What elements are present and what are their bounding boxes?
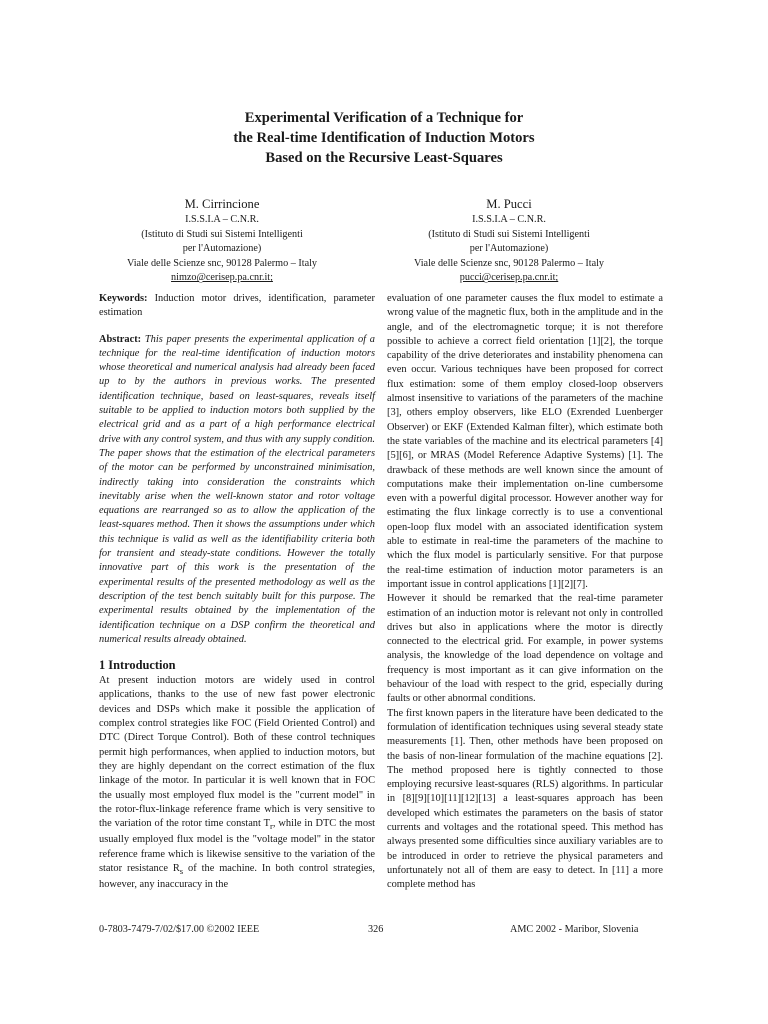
title-line-2: the Real-time Identification of Induction Motors xyxy=(233,130,535,146)
author-block-right xyxy=(344,196,674,286)
intro-text-part3: of the machine. In both control strategies, however, any inaccuracy in the xyxy=(99,863,375,891)
subscript-s: s xyxy=(179,866,184,877)
body-paragraph: evaluation of one parameter causes the flux model to estimate a wrong value of the magnetic flux, both in the amplitude and in the angle, and of the electromagnetic torque; it is not therefore possible to achieve a correct field orientation [1][2], the torque capability of the drive deteriorates and instability phenomena can even occur. Various techniques have been proposed for correct flux estimation: some of them employ closed-loop observers almost insensitive to variations of the parameters of the machine [3], others employ observers, like ELO (Exrended Luenberger Observer) or EKF (Extended Kalman filter), which estimate both the state variables of the machine and its electrical parameters [4][5][6], or MRAS (Model Reference Adaptive Systems) [1]. The drawback of these methods are well known since the amount of computations make their implementation on-line cumbersome even with a powerful digital processor. However another way for estimating the flux linkage correctly is to use a conventional open-loop flux model with an associated identification system able to estimate in real-time the parameters of the machine to which the flux model is particularly sensitive. For that purpose the real-time estimation of induction motor parameters is an important issue in control applications [1][2][7]. xyxy=(387,293,663,590)
author-block-left xyxy=(57,196,387,286)
section-heading-introduction: 1 Introduction xyxy=(99,658,176,673)
body-paragraph: However it should be remarked that the real-time parameter estimation of an induction motor is relevant not only in controlled drives but also in applications where the motor is directly connected to the electrical grid. For example, in power systems analysis, the knowledge of the load dependence on voltage and frequency is most important as it can give information on the behaviour of the load with respect to the grid, especially during faults or other abnormal conditions. xyxy=(387,593,663,705)
author-name: M. Cirrincione xyxy=(184,197,260,211)
left-column xyxy=(99,292,375,893)
body-paragraph: The first known papers in the literature have been dedicated to the formulation of identification techniques using several steady state measurements [1]. Then, other methods have been proposed on the basis of non-linear formulation of the machine equations [2]. The method proposed here is tightly connected to those employing recursive least-squares (RLS) algorithms. In particular in [8][9][10][11][12][13] a least-squares approach has been developed which estimates the parameters on the basis of stator currents and voltages and the rotational speed. This method has always presented some difficulties since auxiliary variables are to be introduced in order to retrieve the physical parameters and unfortunately not all of them are easy to detect. In [11] a more complete method has xyxy=(387,707,663,891)
author-name: M. Pucci xyxy=(486,197,532,211)
title-line-3: Based on the Recursive Least-Squares xyxy=(265,150,503,166)
subscript-r: r xyxy=(269,821,273,832)
author-institute-cont: per l'Automazione) xyxy=(469,243,549,255)
abstract-paragraph xyxy=(99,333,375,648)
intro-text-part1: At present induction motors are widely used in control applications, thanks to the use of new fast power electronic devices and DSPs which make it possible the application of complex control strategies like FOC (Field Oriented Control) and DTC (Direct Torque Control). Both of these control techniques permit high performances, when applied to induction motors, but they are highly dependant on the correct estimation of the flux linkage of the motor. In particular it is well known that in FOC the usually most employed flux model is the "current model" in the rotor-flux-linkage reference frame which is very sensitive to the variation of the rotor time constant T xyxy=(99,675,375,830)
right-column xyxy=(387,292,663,892)
author-email-link[interactable]: pucci@cerisep.pa.cnr.it; xyxy=(459,272,559,284)
footer-page-number: 326 xyxy=(368,924,384,935)
abstract-label: Abstract: xyxy=(99,333,142,345)
intro-text-part2: , while in DTC the most usually employed flux model is the "voltage model" in the stator reference frame which is likewise sensitive to the variation of the stator resistance R xyxy=(99,818,376,875)
author-email-link[interactable]: nimzo@cerisep.pa.cnr.it; xyxy=(171,272,273,284)
footer-conference: AMC 2002 - Maribor, Slovenia xyxy=(510,924,639,935)
keywords-label: Keywords: xyxy=(99,293,148,304)
author-org: I.S.S.I.A – C.N.R. xyxy=(185,214,259,225)
keywords-text: Induction motor drives, identification, parameter estimation xyxy=(99,293,375,319)
abstract-text: This paper presents the experimental application of a technique for the real-time identification of induction motors whose theoretical and numerical analysis had already been faced up to by the authors in previous works. The presented identification technique, based on least-squares, reveals itself suitable to be applied to induction motors both supplied by the electrical grid and as a part of a high performance electrical drive with any control system, and thus with any supply condition. The paper shows that the estimation of the electrical parameters of the motor can be performed by unconstrained minimisation, indirectly taking into consideration the constraints which inevitably arise when the well-known stator and rotor voltage equations are rearranged so as to allow the application of the least-squares method. Then it shows the assumptions under which this technique is valid as well as the identifiability criteria both for transient and steady-state conditions. However the totally innovative part of this work is the presentation of the experimental results of the presented methodology as well as the description of the test bench suitably built for this purpose. The experimental results obtained by the implementation of the identification technique on a DSP confirm the theoretical and numerical results already obtained. xyxy=(99,333,375,645)
author-institute: (Istituto di Studi sui Sistemi Intelligenti xyxy=(141,228,303,240)
author-institute: (Istituto di Studi sui Sistemi Intelligenti xyxy=(428,228,590,240)
title-line-1: Experimental Verification of a Technique for xyxy=(244,110,524,126)
author-org: I.S.S.I.A – C.N.R. xyxy=(472,214,546,225)
paper-title xyxy=(0,108,768,168)
footer-copyright: 0-7803-7479-7/02/$17.00 ©2002 IEEE xyxy=(99,924,260,935)
author-address: Viale delle Scienze snc, 90128 Palermo – Italy xyxy=(413,257,605,269)
introduction-paragraph xyxy=(99,674,375,893)
author-address: Viale delle Scienze snc, 90128 Palermo – Italy xyxy=(126,257,318,269)
keywords-paragraph xyxy=(99,292,375,321)
author-institute-cont: per l'Automazione) xyxy=(182,243,262,255)
